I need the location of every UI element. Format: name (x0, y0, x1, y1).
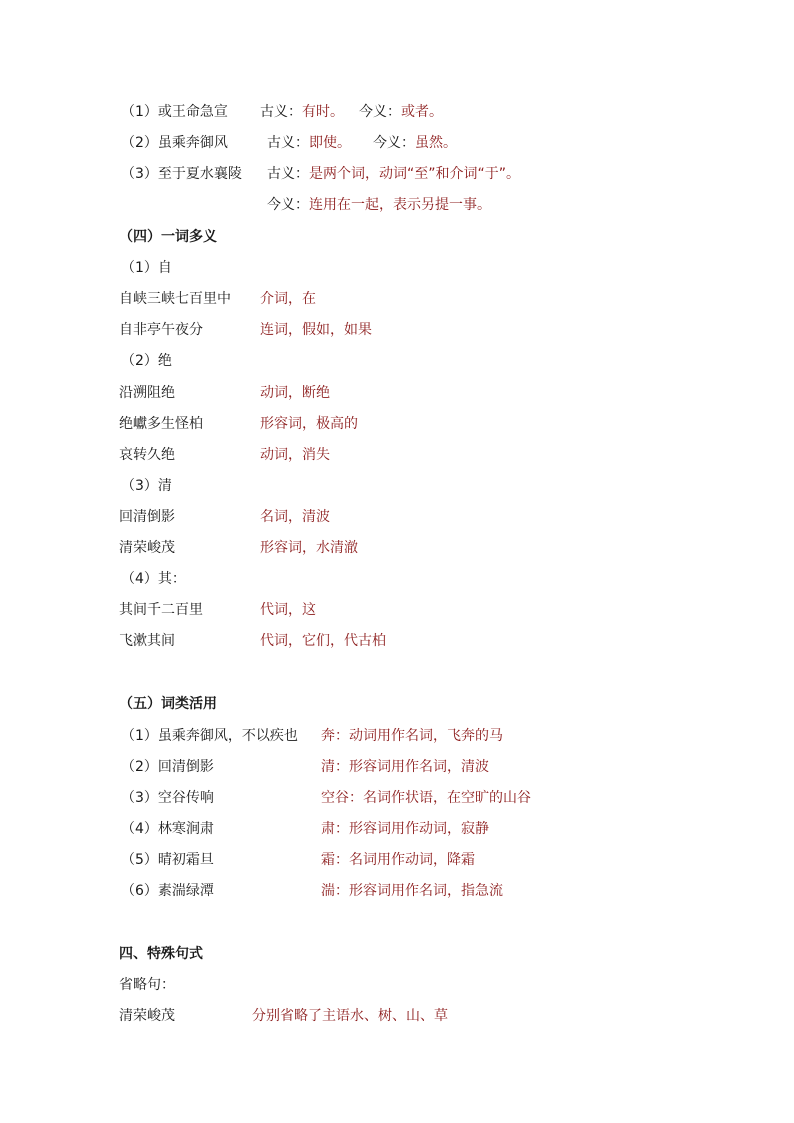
meaning: 形容词，极高的 (260, 416, 358, 432)
gujin-gu: 有时。 (302, 104, 344, 120)
meaning: 名词，清波 (260, 509, 330, 525)
phrase: （3）空谷传响 (121, 790, 214, 806)
gujin-row-2 (121, 133, 681, 153)
phrase: （5）晴初霜旦 (121, 852, 214, 868)
gujin-gu-label: 古义： (267, 135, 309, 151)
list-item (119, 600, 519, 620)
list-item (119, 414, 519, 434)
meaning: 连词，假如，如果 (260, 322, 372, 338)
meaning: 代词，它们，代古柏 (260, 633, 386, 649)
gujin-jin-label: 今义： (359, 104, 401, 120)
gujin-gu-label: 古义： (267, 166, 309, 182)
list-item (121, 726, 581, 746)
meaning: 介词，在 (260, 291, 316, 307)
note: 奔：动词用作名词，飞奔的马 (321, 728, 503, 744)
phrase: 绝巘多生怪柏 (119, 416, 203, 432)
phrase: 清荣峻茂 (119, 540, 175, 556)
phrase: 自峡三峡七百里中 (119, 291, 231, 307)
gujin-jin-label: 今义： (267, 197, 309, 213)
section-title-word-class: （五）词类活用 (119, 696, 217, 712)
list-item (119, 1006, 519, 1026)
phrase: 飞漱其间 (119, 633, 175, 649)
note: 清：形容词用作名词，清波 (321, 759, 489, 775)
gujin-row-3-jin (267, 195, 491, 215)
meaning: 形容词，水清澈 (260, 540, 358, 556)
gujin-row-3 (121, 164, 681, 184)
phrase: 沿溯阻绝 (119, 385, 175, 401)
list-item (121, 819, 581, 839)
phrase: （1）虽乘奔御风，不以疾也 (121, 728, 298, 744)
sub-heading: 省略句： (119, 977, 175, 993)
list-item (119, 538, 519, 558)
gujin-gu: 即使。 (309, 135, 351, 151)
phrase: 其间千二百里 (119, 602, 203, 618)
phrase: （4）林寒涧肃 (121, 821, 214, 837)
note: 肃：形容词用作动词，寂静 (321, 821, 489, 837)
phrase: 哀转久绝 (119, 447, 175, 463)
section-title-polysemy: （四）一词多义 (119, 229, 217, 245)
note: 分别省略了主语水、树、山、草 (252, 1008, 448, 1024)
group-head: （1）自 (121, 260, 172, 276)
note: 空谷：名词作状语，在空旷的山谷 (321, 790, 531, 806)
list-item (119, 445, 519, 465)
list-item (119, 383, 519, 403)
meaning: 动词，断绝 (260, 385, 330, 401)
section-title-special-sentence: 四、特殊句式 (119, 946, 203, 962)
list-item (119, 289, 519, 309)
gujin-word: （1）或王命急宣 (121, 104, 228, 120)
gujin-jin-label: 今义： (373, 135, 415, 151)
group-head: （2）绝 (121, 353, 172, 369)
phrase: （2）回清倒影 (121, 759, 214, 775)
gujin-jin: 虽然。 (415, 135, 457, 151)
phrase: 自非亭午夜分 (119, 322, 203, 338)
list-item (119, 631, 519, 651)
gujin-gu-label: 古义： (260, 104, 302, 120)
gujin-gu: 是两个词，动词“至”和介词“于”。 (309, 166, 521, 182)
list-item (119, 320, 519, 340)
list-item (121, 757, 581, 777)
gujin-row-1 (121, 102, 681, 122)
meaning: 动词，消失 (260, 447, 330, 463)
list-item (121, 788, 581, 808)
group-head: （3）清 (121, 478, 172, 494)
gujin-word: （3）至于夏水襄陵 (121, 166, 242, 182)
phrase: 清荣峻茂 (119, 1008, 175, 1024)
gujin-word: （2）虽乘奔御风 (121, 135, 228, 151)
note: 霜：名词用作动词，降霜 (321, 852, 475, 868)
list-item (119, 507, 519, 527)
gujin-jin: 连用在一起，表示另提一事。 (309, 197, 491, 213)
meaning: 代词，这 (260, 602, 316, 618)
list-item (121, 881, 581, 901)
note: 湍：形容词用作名词，指急流 (321, 883, 503, 899)
gujin-jin: 或者。 (401, 104, 443, 120)
phrase: 回清倒影 (119, 509, 175, 525)
list-item (121, 850, 581, 870)
group-head: （4）其： (121, 571, 186, 587)
phrase: （6）素湍绿潭 (121, 883, 214, 899)
